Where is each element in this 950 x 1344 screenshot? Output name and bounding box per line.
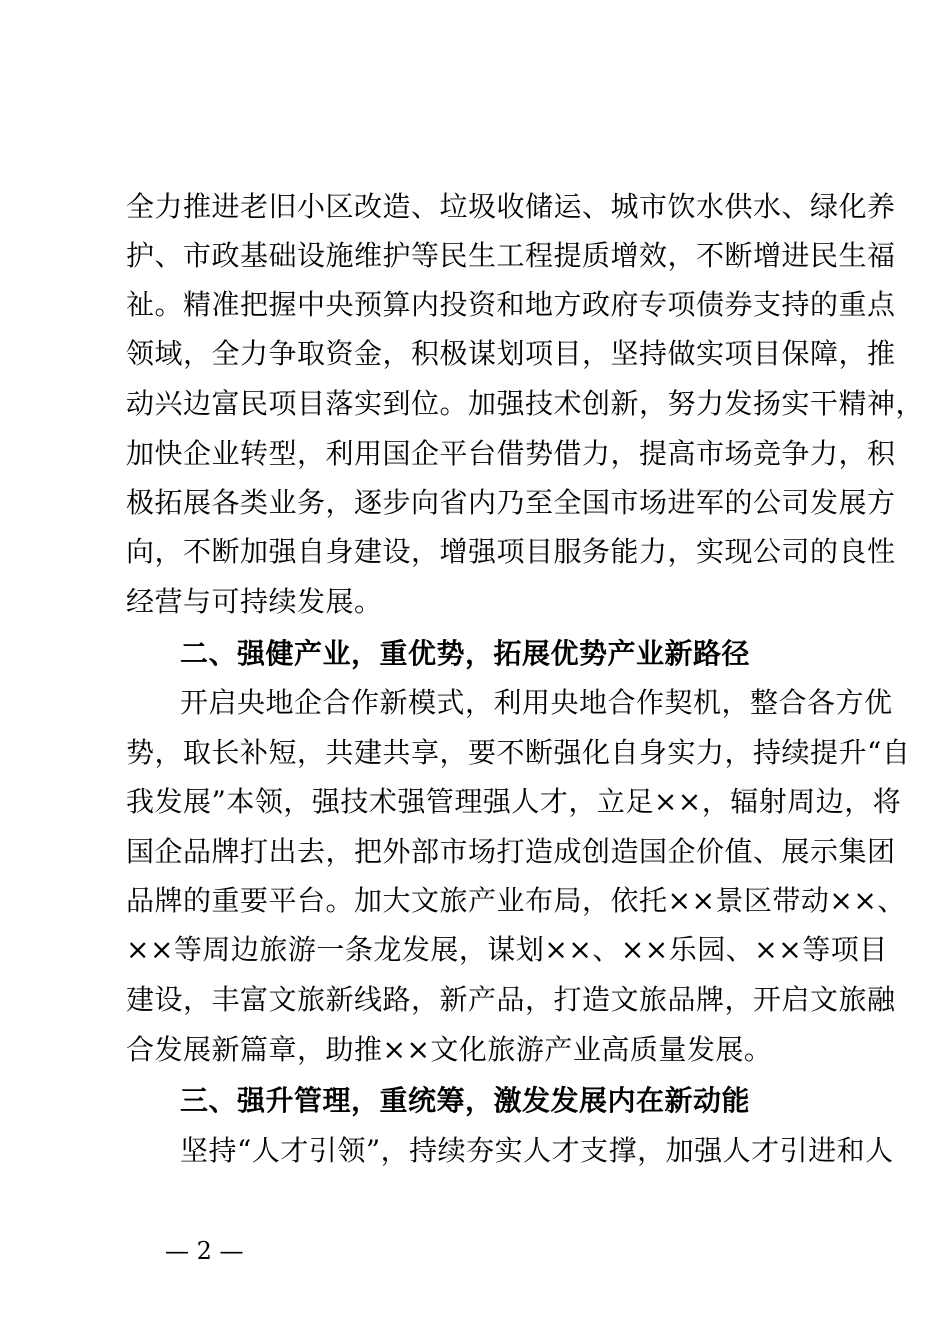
body-line: 经营与可持续发展。 xyxy=(126,585,383,618)
paragraph-line: 建设，丰富文旅新线路，新产品，打造文旅品牌，开启文旅融 xyxy=(126,983,896,1016)
section-heading: 二、强健产业，重优势，拓展优势产业新路径 xyxy=(180,637,751,670)
body-line: 领域，全力争取资金，积极谋划项目，坚持做实项目保障，推 xyxy=(126,337,896,370)
paragraph-line: 国企品牌打出去，把外部市场打造成创造国企价值、展示集团 xyxy=(126,835,896,868)
paragraph-line: 坚持“人才引领”，持续夯实人才支撑，加强人才引进和人 xyxy=(180,1134,894,1167)
body-line: 动兴边富民项目落实到位。加强技术创新，努力发扬实干精神， xyxy=(126,387,925,420)
body-line: 全力推进老旧小区改造、垃圾收储运、城市饮水供水、绿化养 xyxy=(126,190,896,223)
section-heading: 三、强升管理，重统筹，激发发展内在新动能 xyxy=(180,1084,751,1117)
paragraph-line: ××等周边旅游一条龙发展，谋划××、××乐园、××等项目 xyxy=(126,933,888,966)
paragraph-line: 合发展新篇章，助推××文化旅游产业高质量发展。 xyxy=(126,1033,773,1066)
body-line: 护、市政基础设施维护等民生工程提质增效，不断增进民生福 xyxy=(126,239,896,272)
body-line: 加快企业转型，利用国企平台借势借力，提高市场竞争力，积 xyxy=(126,437,896,470)
paragraph-line: 我发展”本领，强技术强管理强人才，立足××，辐射周边，将 xyxy=(126,785,902,818)
paragraph-line: 开启央地企合作新模式，利用央地合作契机，整合各方优 xyxy=(180,686,893,719)
body-line: 祉。精准把握中央预算内投资和地方政府专项债券支持的重点 xyxy=(126,288,896,321)
body-line: 极拓展各类业务，逐步向省内乃至全国市场进军的公司发展方 xyxy=(126,486,896,519)
paragraph-line: 势，取长补短，共建共享，要不断强化自身实力，持续提升“自 xyxy=(126,736,911,769)
paragraph-line: 品牌的重要平台。加大文旅产业布局，依托××景区带动××、 xyxy=(126,884,906,917)
page-number: — 2 — xyxy=(165,1237,244,1265)
body-line: 向，不断加强自身建设，增强项目服务能力，实现公司的良性 xyxy=(126,535,896,568)
